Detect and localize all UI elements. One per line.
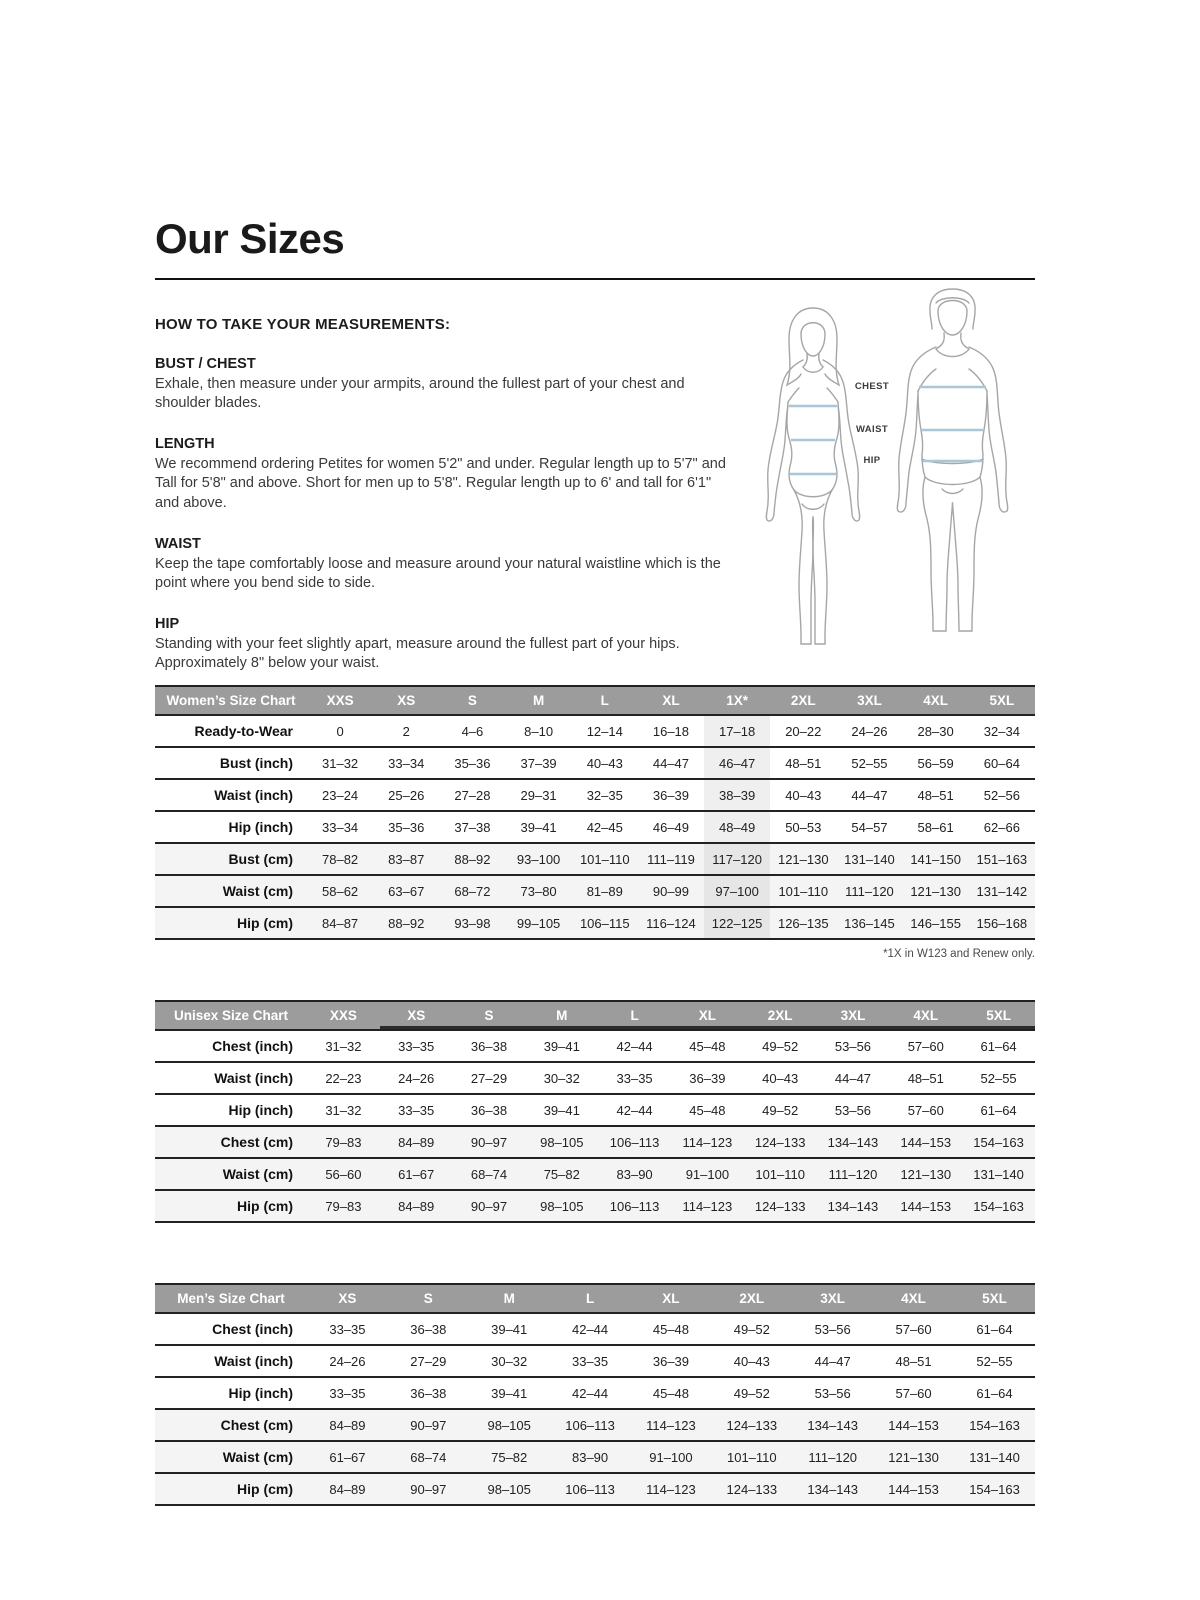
measurement-figures — [727, 281, 1035, 643]
table-row — [155, 747, 1035, 779]
size-column-header: XL — [638, 686, 704, 715]
size-value-cell: 12–14 — [572, 715, 638, 747]
size-value-cell: 101–110 — [572, 843, 638, 875]
size-value-cell: 91–100 — [631, 1441, 712, 1473]
size-value-cell: 31–32 — [307, 747, 373, 779]
size-value-cell: 61–67 — [380, 1158, 453, 1190]
size-value-cell: 134–143 — [817, 1190, 890, 1222]
size-value-cell: 141–150 — [903, 843, 969, 875]
size-value-cell: 63–67 — [373, 875, 439, 907]
size-value-cell: 121–130 — [873, 1441, 954, 1473]
size-value-cell: 75–82 — [525, 1158, 598, 1190]
size-value-cell: 54–57 — [836, 811, 902, 843]
size-value-cell: 90–99 — [638, 875, 704, 907]
size-value-cell: 121–130 — [889, 1158, 962, 1190]
section-body: Standing with your feet slightly apart, measure around the fullest part of your hips. Approximately 8" below your waist. — [155, 635, 680, 671]
size-column-header: M — [469, 1284, 550, 1313]
size-value-cell: 49–52 — [744, 1094, 817, 1126]
size-column-header: XXS — [307, 686, 373, 715]
size-value-cell: 33–35 — [598, 1062, 671, 1094]
size-value-cell: 36–38 — [388, 1377, 469, 1409]
size-value-cell: 134–143 — [792, 1473, 873, 1505]
size-value-cell: 52–55 — [962, 1062, 1035, 1094]
size-value-cell: 81–89 — [572, 875, 638, 907]
size-value-cell: 156–168 — [969, 907, 1035, 939]
row-label: Hip (inch) — [155, 811, 307, 843]
size-column-header: 2XL — [744, 1001, 817, 1030]
size-value-cell: 33–35 — [307, 1377, 388, 1409]
size-value-cell: 144–153 — [889, 1126, 962, 1158]
size-value-cell: 39–41 — [506, 811, 572, 843]
size-column-header: XS — [373, 686, 439, 715]
size-value-cell: 36–38 — [453, 1030, 526, 1062]
size-value-cell: 42–44 — [598, 1094, 671, 1126]
size-value-cell: 32–34 — [969, 715, 1035, 747]
table-row — [155, 1313, 1035, 1345]
size-value-cell: 45–48 — [671, 1094, 744, 1126]
size-value-cell: 124–133 — [711, 1409, 792, 1441]
size-value-cell: 75–82 — [469, 1441, 550, 1473]
table-row — [155, 811, 1035, 843]
size-value-cell: 57–60 — [873, 1377, 954, 1409]
size-value-cell: 116–124 — [638, 907, 704, 939]
table-row — [155, 875, 1035, 907]
size-value-cell: 60–64 — [969, 747, 1035, 779]
size-value-cell: 88–92 — [373, 907, 439, 939]
size-column-header: 5XL — [962, 1001, 1035, 1030]
size-value-cell: 78–82 — [307, 843, 373, 875]
table-header-row — [155, 686, 1035, 715]
size-value-cell: 40–43 — [711, 1345, 792, 1377]
size-column-header: XS — [307, 1284, 388, 1313]
size-value-cell: 99–105 — [506, 907, 572, 939]
size-value-cell: 134–143 — [817, 1126, 890, 1158]
size-value-cell: 42–45 — [572, 811, 638, 843]
size-value-cell: 61–64 — [954, 1313, 1035, 1345]
size-value-cell: 93–100 — [506, 843, 572, 875]
size-value-cell: 97–100 — [704, 875, 770, 907]
row-label: Hip (cm) — [155, 1473, 307, 1505]
size-value-cell: 8–10 — [506, 715, 572, 747]
size-value-cell: 24–26 — [307, 1345, 388, 1377]
table-row — [155, 1158, 1035, 1190]
size-value-cell: 61–64 — [962, 1094, 1035, 1126]
size-value-cell: 17–18 — [704, 715, 770, 747]
size-value-cell: 37–39 — [506, 747, 572, 779]
size-value-cell: 134–143 — [792, 1409, 873, 1441]
size-value-cell: 49–52 — [744, 1030, 817, 1062]
size-value-cell: 68–74 — [388, 1441, 469, 1473]
size-value-cell: 40–43 — [770, 779, 836, 811]
table-row — [155, 715, 1035, 747]
size-column-header: L — [572, 686, 638, 715]
size-value-cell: 38–39 — [704, 779, 770, 811]
size-value-cell: 30–32 — [525, 1062, 598, 1094]
size-value-cell: 36–38 — [453, 1094, 526, 1126]
size-value-cell: 30–32 — [469, 1345, 550, 1377]
size-value-cell: 68–74 — [453, 1158, 526, 1190]
size-value-cell: 98–105 — [525, 1126, 598, 1158]
size-value-cell: 27–28 — [439, 779, 505, 811]
size-value-cell: 37–38 — [439, 811, 505, 843]
table-row — [155, 1473, 1035, 1505]
size-value-cell: 124–133 — [744, 1190, 817, 1222]
size-value-cell: 90–97 — [453, 1190, 526, 1222]
size-value-cell: 106–113 — [550, 1409, 631, 1441]
size-value-cell: 0 — [307, 715, 373, 747]
table-row — [155, 1094, 1035, 1126]
size-value-cell: 50–53 — [770, 811, 836, 843]
measure-lines — [919, 387, 986, 461]
size-value-cell: 44–47 — [817, 1062, 890, 1094]
size-value-cell: 106–113 — [598, 1126, 671, 1158]
row-label: Waist (inch) — [155, 1062, 307, 1094]
size-value-cell: 90–97 — [388, 1473, 469, 1505]
size-column-header: L — [598, 1001, 671, 1030]
size-value-cell: 57–60 — [873, 1313, 954, 1345]
size-value-cell: 83–87 — [373, 843, 439, 875]
size-value-cell: 154–163 — [962, 1126, 1035, 1158]
size-value-cell: 46–49 — [638, 811, 704, 843]
woman-figure-illustration — [753, 296, 873, 648]
size-value-cell: 56–60 — [307, 1158, 380, 1190]
size-value-cell: 121–130 — [903, 875, 969, 907]
size-column-header: M — [506, 686, 572, 715]
table-title: Women’s Size Chart — [155, 686, 307, 715]
size-column-header: S — [388, 1284, 469, 1313]
size-value-cell: 88–92 — [439, 843, 505, 875]
row-label: Chest (cm) — [155, 1409, 307, 1441]
size-value-cell: 20–22 — [770, 715, 836, 747]
size-value-cell: 33–35 — [550, 1345, 631, 1377]
size-value-cell: 44–47 — [836, 779, 902, 811]
size-value-cell: 52–55 — [836, 747, 902, 779]
size-value-cell: 90–97 — [388, 1409, 469, 1441]
size-value-cell: 106–113 — [598, 1190, 671, 1222]
size-value-cell: 23–24 — [307, 779, 373, 811]
size-value-cell: 42–44 — [598, 1030, 671, 1062]
table-row — [155, 779, 1035, 811]
measure-lines — [789, 406, 837, 474]
section-heading: HIP — [155, 615, 180, 632]
size-value-cell: 62–66 — [969, 811, 1035, 843]
size-value-cell: 2 — [373, 715, 439, 747]
size-value-cell: 56–59 — [903, 747, 969, 779]
size-value-cell: 126–135 — [770, 907, 836, 939]
section-hip — [155, 616, 727, 673]
size-value-cell: 111–120 — [817, 1158, 890, 1190]
row-label: Chest (inch) — [155, 1030, 307, 1062]
size-value-cell: 90–97 — [453, 1126, 526, 1158]
size-value-cell: 25–26 — [373, 779, 439, 811]
size-value-cell: 91–100 — [671, 1158, 744, 1190]
section-heading: BUST / CHEST — [155, 356, 256, 372]
row-label: Waist (cm) — [155, 1441, 307, 1473]
size-value-cell: 114–123 — [631, 1409, 712, 1441]
size-value-cell: 154–163 — [954, 1409, 1035, 1441]
size-column-header: M — [525, 1001, 598, 1030]
section-waist — [155, 536, 727, 593]
size-value-cell: 131–140 — [962, 1158, 1035, 1190]
size-value-cell: 61–64 — [962, 1030, 1035, 1062]
size-value-cell: 124–133 — [711, 1473, 792, 1505]
size-column-header: XL — [631, 1284, 712, 1313]
row-label: Waist (inch) — [155, 1345, 307, 1377]
size-value-cell: 39–41 — [469, 1377, 550, 1409]
size-value-cell: 24–26 — [836, 715, 902, 747]
table-row — [155, 1377, 1035, 1409]
size-value-cell: 111–120 — [792, 1441, 873, 1473]
size-value-cell: 101–110 — [711, 1441, 792, 1473]
size-value-cell: 52–55 — [954, 1345, 1035, 1377]
intro-section — [155, 316, 1035, 673]
size-value-cell: 83–90 — [598, 1158, 671, 1190]
size-value-cell: 48–51 — [770, 747, 836, 779]
row-label: Bust (cm) — [155, 843, 307, 875]
size-value-cell: 114–123 — [631, 1473, 712, 1505]
table-row — [155, 907, 1035, 939]
size-column-header: 4XL — [889, 1001, 962, 1030]
size-value-cell: 49–52 — [711, 1313, 792, 1345]
size-value-cell: 40–43 — [572, 747, 638, 779]
size-value-cell: 45–48 — [631, 1377, 712, 1409]
size-value-cell: 45–48 — [631, 1313, 712, 1345]
row-label: Hip (cm) — [155, 907, 307, 939]
size-value-cell: 27–29 — [453, 1062, 526, 1094]
size-value-cell: 42–44 — [550, 1377, 631, 1409]
size-column-header: XXS — [307, 1001, 380, 1030]
unisex-size-table — [155, 1000, 1035, 1223]
size-column-header: 1X* — [704, 686, 770, 715]
size-value-cell: 36–39 — [671, 1062, 744, 1094]
row-label: Waist (cm) — [155, 1158, 307, 1190]
size-value-cell: 146–155 — [903, 907, 969, 939]
size-value-cell: 53–56 — [792, 1377, 873, 1409]
size-value-cell: 79–83 — [307, 1190, 380, 1222]
size-value-cell: 36–39 — [631, 1345, 712, 1377]
size-column-header: 3XL — [836, 686, 902, 715]
size-value-cell: 16–18 — [638, 715, 704, 747]
size-value-cell: 73–80 — [506, 875, 572, 907]
size-value-cell: 124–133 — [744, 1126, 817, 1158]
size-value-cell: 33–35 — [307, 1313, 388, 1345]
table-row — [155, 843, 1035, 875]
table-row — [155, 1345, 1035, 1377]
size-value-cell: 101–110 — [744, 1158, 817, 1190]
size-value-cell: 35–36 — [439, 747, 505, 779]
womens-size-table — [155, 685, 1035, 940]
size-column-header: XS — [380, 1001, 453, 1030]
size-value-cell: 49–52 — [711, 1377, 792, 1409]
page-title: Our Sizes — [155, 215, 345, 262]
size-value-cell: 111–119 — [638, 843, 704, 875]
row-label: Waist (cm) — [155, 875, 307, 907]
table-title: Men’s Size Chart — [155, 1284, 307, 1313]
size-value-cell: 36–38 — [388, 1313, 469, 1345]
row-label: Bust (inch) — [155, 747, 307, 779]
section-body: We recommend ordering Petites for women 5'2" and under. Regular length up to 5'7" and Tall for 5'8" and above. Short for men up to 5'8". Regular length up to 6' and tall for 6'1" and above. — [155, 456, 726, 511]
size-value-cell: 117–120 — [704, 843, 770, 875]
size-value-cell: 33–34 — [307, 811, 373, 843]
row-label: Hip (cm) — [155, 1190, 307, 1222]
table-row — [155, 1409, 1035, 1441]
size-value-cell: 131–142 — [969, 875, 1035, 907]
size-value-cell: 106–113 — [550, 1473, 631, 1505]
size-column-header: L — [550, 1284, 631, 1313]
table-header-row — [155, 1284, 1035, 1313]
size-value-cell: 58–61 — [903, 811, 969, 843]
size-value-cell: 61–67 — [307, 1441, 388, 1473]
size-value-cell: 36–39 — [638, 779, 704, 811]
size-value-cell: 151–163 — [969, 843, 1035, 875]
size-value-cell: 144–153 — [873, 1409, 954, 1441]
size-value-cell: 79–83 — [307, 1126, 380, 1158]
size-column-header: 3XL — [817, 1001, 890, 1030]
table-header-row — [155, 1001, 1035, 1030]
size-value-cell: 98–105 — [469, 1473, 550, 1505]
size-value-cell: 84–89 — [307, 1473, 388, 1505]
size-value-cell: 4–6 — [439, 715, 505, 747]
table-title: Unisex Size Chart — [155, 1001, 307, 1030]
size-value-cell: 154–163 — [962, 1190, 1035, 1222]
size-value-cell: 144–153 — [873, 1473, 954, 1505]
size-column-header: XL — [671, 1001, 744, 1030]
table-row — [155, 1062, 1035, 1094]
size-column-header: S — [439, 686, 505, 715]
size-column-header: S — [453, 1001, 526, 1030]
size-value-cell: 24–26 — [380, 1062, 453, 1094]
size-value-cell: 27–29 — [388, 1345, 469, 1377]
size-value-cell: 114–123 — [671, 1190, 744, 1222]
table-row — [155, 1441, 1035, 1473]
howto-heading: HOW TO TAKE YOUR MEASUREMENTS: — [155, 316, 451, 333]
size-value-cell: 46–47 — [704, 747, 770, 779]
size-column-header: 3XL — [792, 1284, 873, 1313]
size-value-cell: 93–98 — [439, 907, 505, 939]
size-value-cell: 57–60 — [889, 1094, 962, 1126]
row-label: Chest (inch) — [155, 1313, 307, 1345]
size-value-cell: 32–35 — [572, 779, 638, 811]
table-row — [155, 1126, 1035, 1158]
size-value-cell: 111–120 — [836, 875, 902, 907]
row-label: Hip (inch) — [155, 1094, 307, 1126]
size-value-cell: 40–43 — [744, 1062, 817, 1094]
size-value-cell: 48–51 — [903, 779, 969, 811]
size-value-cell: 121–130 — [770, 843, 836, 875]
size-value-cell: 136–145 — [836, 907, 902, 939]
section-length — [155, 436, 727, 512]
mens-size-table — [155, 1283, 1035, 1506]
section-body: Keep the tape comfortably loose and measure around your natural waistline which is the point where you bend side to side. — [155, 555, 721, 591]
size-value-cell: 53–56 — [792, 1313, 873, 1345]
title-divider — [155, 278, 1035, 280]
size-value-cell: 98–105 — [525, 1190, 598, 1222]
waist-line-label: WAIST — [855, 424, 889, 435]
row-label: Chest (cm) — [155, 1126, 307, 1158]
size-value-cell: 33–34 — [373, 747, 439, 779]
section-bust-chest — [155, 356, 727, 413]
size-value-cell: 58–62 — [307, 875, 373, 907]
size-column-header: 5XL — [969, 686, 1035, 715]
size-value-cell: 84–87 — [307, 907, 373, 939]
size-value-cell: 84–89 — [380, 1126, 453, 1158]
size-value-cell: 48–49 — [704, 811, 770, 843]
size-value-cell: 48–51 — [889, 1062, 962, 1094]
size-value-cell: 44–47 — [792, 1345, 873, 1377]
size-value-cell: 68–72 — [439, 875, 505, 907]
size-value-cell: 39–41 — [469, 1313, 550, 1345]
section-heading: WAIST — [155, 535, 201, 552]
section-heading: LENGTH — [155, 436, 215, 453]
table-row — [155, 1030, 1035, 1062]
table-row — [155, 1190, 1035, 1222]
size-value-cell: 29–31 — [506, 779, 572, 811]
size-value-cell: 39–41 — [525, 1030, 598, 1062]
man-figure-illustration — [890, 283, 1015, 635]
section-body: Exhale, then measure under your armpits, around the fullest part of your chest and shoulder blades. — [155, 376, 685, 412]
size-value-cell: 101–110 — [770, 875, 836, 907]
size-value-cell: 48–51 — [873, 1345, 954, 1377]
size-value-cell: 83–90 — [550, 1441, 631, 1473]
size-value-cell: 45–48 — [671, 1030, 744, 1062]
size-value-cell: 114–123 — [671, 1126, 744, 1158]
size-value-cell: 31–32 — [307, 1094, 380, 1126]
size-value-cell: 33–35 — [380, 1030, 453, 1062]
size-value-cell: 106–115 — [572, 907, 638, 939]
size-value-cell: 31–32 — [307, 1030, 380, 1062]
size-value-cell: 154–163 — [954, 1473, 1035, 1505]
size-guide-page — [155, 0, 1035, 1506]
row-label: Ready-to-Wear — [155, 715, 307, 747]
row-label: Waist (inch) — [155, 779, 307, 811]
size-column-header: 4XL — [903, 686, 969, 715]
measurement-instructions — [155, 316, 727, 673]
size-column-header: 4XL — [873, 1284, 954, 1313]
size-value-cell: 122–125 — [704, 907, 770, 939]
size-value-cell: 57–60 — [889, 1030, 962, 1062]
size-value-cell: 84–89 — [380, 1190, 453, 1222]
size-value-cell: 22–23 — [307, 1062, 380, 1094]
size-value-cell: 42–44 — [550, 1313, 631, 1345]
hip-line-label: HIP — [863, 455, 881, 466]
size-value-cell: 44–47 — [638, 747, 704, 779]
size-value-cell: 61–64 — [954, 1377, 1035, 1409]
size-value-cell: 53–56 — [817, 1030, 890, 1062]
size-column-header: 2XL — [770, 686, 836, 715]
size-column-header: 5XL — [954, 1284, 1035, 1313]
size-value-cell: 33–35 — [380, 1094, 453, 1126]
size-column-header: 2XL — [711, 1284, 792, 1313]
chest-line-label: CHEST — [854, 381, 890, 392]
row-label: Hip (inch) — [155, 1377, 307, 1409]
size-value-cell: 144–153 — [889, 1190, 962, 1222]
size-value-cell: 52–56 — [969, 779, 1035, 811]
size-value-cell: 53–56 — [817, 1094, 890, 1126]
size-value-cell: 84–89 — [307, 1409, 388, 1441]
size-value-cell: 131–140 — [954, 1441, 1035, 1473]
size-value-cell: 98–105 — [469, 1409, 550, 1441]
size-value-cell: 131–140 — [836, 843, 902, 875]
size-value-cell: 35–36 — [373, 811, 439, 843]
womens-footnote: *1X in W123 and Renew only. — [883, 948, 1035, 961]
size-value-cell: 28–30 — [903, 715, 969, 747]
size-value-cell: 39–41 — [525, 1094, 598, 1126]
